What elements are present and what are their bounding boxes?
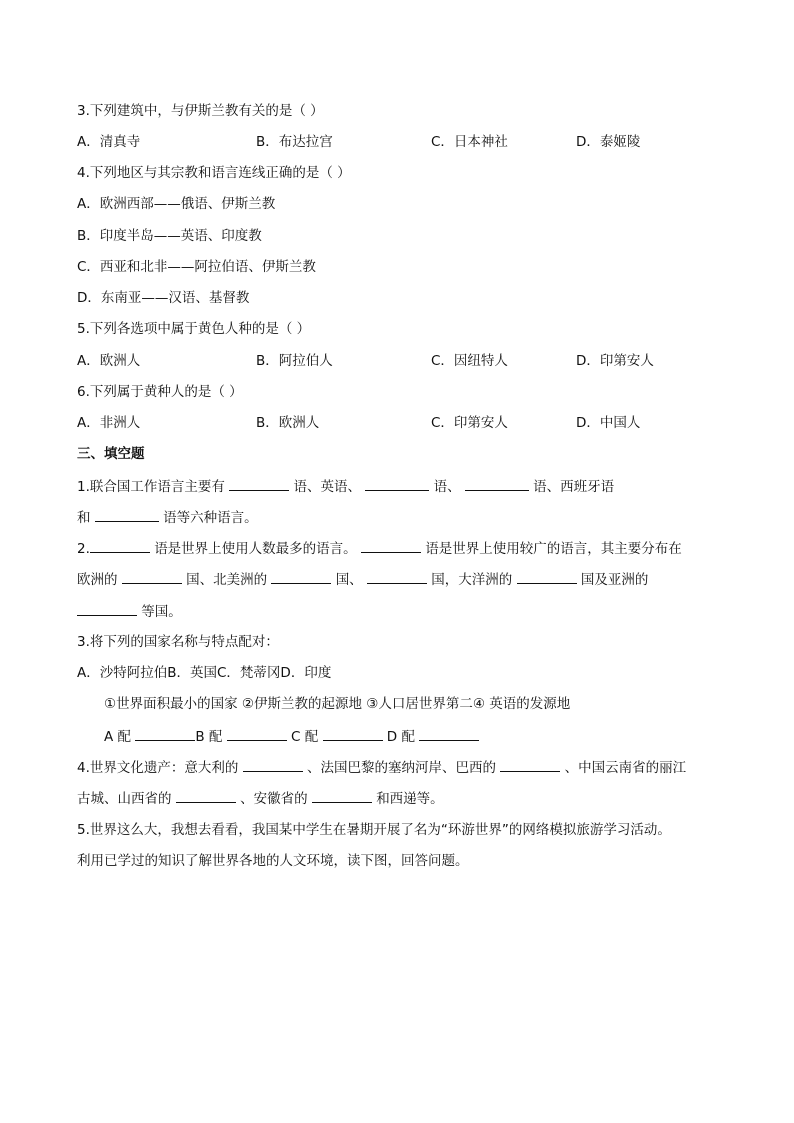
answer-blank[interactable] <box>122 569 182 584</box>
answer-blank[interactable] <box>465 476 529 491</box>
q3-option-b: B．布达拉宫 <box>256 134 333 150</box>
match-label-c: C 配 <box>290 729 319 745</box>
answer-blank[interactable] <box>367 569 427 584</box>
answer-blank[interactable] <box>312 788 372 803</box>
fill2-text: 国、北美洲的 <box>186 572 268 588</box>
answer-blank[interactable] <box>500 757 560 772</box>
answer-blank[interactable] <box>77 601 137 616</box>
answer-blank[interactable] <box>365 476 429 491</box>
fill1-text: 语、英语、 <box>293 479 361 495</box>
fill2-text: 2. <box>77 541 90 557</box>
q6-option-a: A．非洲人 <box>77 415 141 431</box>
fill4-line2 <box>77 788 444 809</box>
fill4-line1 <box>77 757 686 778</box>
q3-option-a: A．清真寺 <box>77 134 141 150</box>
fill5-line1: 5.世界这么大，我想去看看，我国某中学生在暑期开展了名为“环游世界”的网络模拟旅游学习活动。 <box>77 822 671 838</box>
q5-option-c: C．因纽特人 <box>431 353 508 369</box>
match-label-a: A 配 <box>104 729 132 745</box>
answer-blank[interactable] <box>229 476 289 491</box>
fill1-text: 和 <box>77 510 91 526</box>
fill2-text: 语是世界上使用人数最多的语言。 <box>154 541 357 557</box>
fill5-line2: 利用已学过的知识了解世界各地的人文环境，读下图，回答问题。 <box>77 853 469 869</box>
q6-option-b: B．欧洲人 <box>256 415 320 431</box>
answer-blank[interactable] <box>419 726 479 741</box>
fill3-countries: A．沙特阿拉伯B．英国C．梵蒂冈D．印度 <box>77 665 332 681</box>
fill4-text: 、安徽省的 <box>240 791 308 807</box>
q3-option-d: D．泰姬陵 <box>576 134 641 150</box>
q5-option-d: D．印第安人 <box>576 353 654 369</box>
fill1-line2 <box>77 507 258 528</box>
fill2-text: 国、 <box>335 572 363 588</box>
fill2-line2 <box>77 569 648 590</box>
fill2-text: 欧洲的 <box>77 572 118 588</box>
fill1-text: 语、 <box>433 479 461 495</box>
fill3-features: ①世界面积最小的国家 ②伊斯兰教的起源地 ③人口居世界第二④ 英语的发源地 <box>104 696 571 712</box>
fill1-text: 语、西班牙语 <box>533 479 615 495</box>
answer-blank[interactable] <box>323 726 383 741</box>
fill3-matching <box>104 726 479 747</box>
fill4-text: 和西递等。 <box>376 791 444 807</box>
match-label-b: B 配 <box>195 729 223 745</box>
q3-option-c: C．日本神社 <box>431 134 508 150</box>
answer-blank[interactable] <box>243 757 303 772</box>
match-label-d: D 配 <box>386 729 415 745</box>
fill2-line1 <box>77 538 682 559</box>
fill4-text: 4.世界文化遗产：意大利的 <box>77 760 239 776</box>
fill1-text: 语等六种语言。 <box>163 510 258 526</box>
q6-option-d: D．中国人 <box>576 415 641 431</box>
q5-stem: 5.下列各选项中属于黄色人种的是（ ） <box>77 321 311 337</box>
section-heading: 三、填空题 <box>77 446 145 462</box>
fill1-text: 1.联合国工作语言主要有 <box>77 479 225 495</box>
q5-option-a: A．欧洲人 <box>77 353 141 369</box>
q5-option-b: B．阿拉伯人 <box>256 353 333 369</box>
q4-option-b: B．印度半岛——英语、印度教 <box>77 228 262 244</box>
fill1-line1 <box>77 476 614 497</box>
fill4-text: 、法国巴黎的塞纳河岸、巴西的 <box>306 760 496 776</box>
fill2-text: 国及亚洲的 <box>580 572 649 588</box>
fill2-text: 等国。 <box>141 604 182 620</box>
answer-blank[interactable] <box>271 569 331 584</box>
fill2-line3 <box>77 601 182 622</box>
answer-blank[interactable] <box>95 507 159 522</box>
answer-blank[interactable] <box>361 538 421 553</box>
fill2-text: 语是世界上使用较广的语言，其主要分布在 <box>425 541 682 557</box>
answer-blank[interactable] <box>227 726 287 741</box>
answer-blank[interactable] <box>517 569 577 584</box>
fill3-stem: 3.将下列的国家名称与特点配对： <box>77 634 279 650</box>
fill4-text: 古城、山西省的 <box>77 791 172 807</box>
q4-option-c: C．西亚和北非——阿拉伯语、伊斯兰教 <box>77 259 316 275</box>
q6-stem: 6.下列属于黄种人的是（ ） <box>77 384 243 400</box>
fill2-text: 国，大洋洲的 <box>431 572 513 588</box>
fill4-text: 、中国云南省的丽江 <box>564 760 687 776</box>
q4-option-d: D．东南亚——汉语、基督教 <box>77 290 250 306</box>
q4-option-a: A．欧洲西部——俄语、伊斯兰教 <box>77 196 276 212</box>
answer-blank[interactable] <box>135 726 195 741</box>
q3-stem: 3.下列建筑中，与伊斯兰教有关的是（ ） <box>77 103 324 119</box>
answer-blank[interactable] <box>176 788 236 803</box>
q4-stem: 4.下列地区与其宗教和语言连线正确的是（ ） <box>77 165 351 181</box>
answer-blank[interactable] <box>90 538 150 553</box>
q6-option-c: C．印第安人 <box>431 415 508 431</box>
